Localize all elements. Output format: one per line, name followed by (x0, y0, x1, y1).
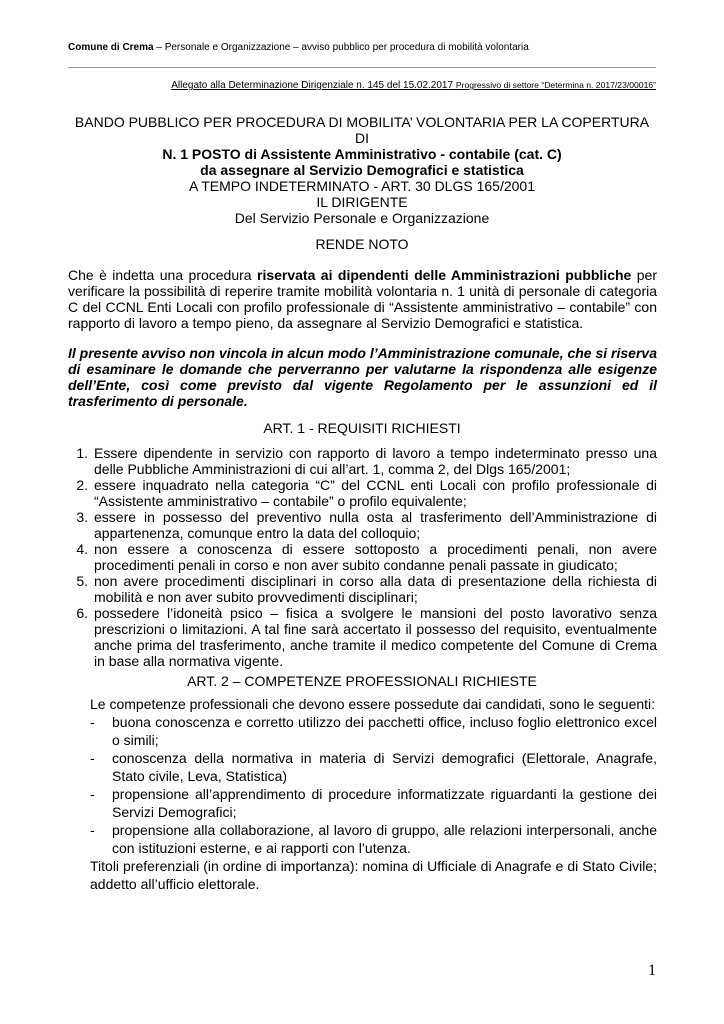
list-item (68, 541, 657, 573)
item-number: 6. (76, 605, 88, 621)
rende-noto: RENDE NOTO (315, 236, 409, 252)
list-item (90, 785, 657, 821)
titoli-preferenziali: Titoli preferenziali (in ordine di importanza): nomina di Ufficiale di Anagrafe e di Stato Civile; addetto all’ufficio elettorale. (90, 858, 657, 892)
page-number: 1 (648, 962, 656, 979)
running-header (68, 42, 529, 53)
title-line-3: da assegnare al Servizio Demografici e statistica (200, 162, 524, 178)
header-divider (68, 67, 656, 68)
list-dash: - (90, 714, 95, 730)
list-item (68, 477, 657, 509)
title-line-4: A TEMPO INDETERMINATO - ART. 30 DLGS 165/2001 (189, 178, 535, 194)
list-item (90, 821, 657, 857)
intro-paragraph (68, 267, 657, 331)
intro-text-start: Che è indetta una procedura (68, 267, 257, 283)
item-text: buona conoscenza e corretto utilizzo dei pacchetti office, incluso foglio elettronico excel o simili; (112, 714, 657, 748)
list-item (68, 605, 657, 669)
item-number: 1. (76, 445, 88, 461)
item-text: non avere procedimenti disciplinari in corso alla data di presentazione della richiesta di mobilità e non aver subito provvedimenti disciplinari; (94, 573, 657, 605)
art1-heading: ART. 1 - REQUISITI RICHIESTI (263, 420, 461, 436)
list-item (68, 573, 657, 605)
list-dash: - (90, 786, 95, 802)
dirigente-title: IL DIRIGENTE (316, 194, 408, 210)
competences-intro: Le competenze professionali che devono essere possedute dai candidati, sono le seguenti: (90, 696, 656, 712)
allegato-progressivo: Progressivo di settore “Determina n. 2017/23/00016” (455, 80, 656, 90)
list-item (90, 713, 657, 749)
competences-list (90, 713, 657, 857)
requirements-list (68, 445, 657, 669)
item-text: essere inquadrato nella categoria “C” del CCNL enti Locali con profilo professionale di “Assistente amministrativo – contabile” o profilo equivalente; (94, 477, 657, 509)
list-item (90, 749, 657, 785)
item-number: 2. (76, 477, 88, 493)
title-line-2: N. 1 POSTO di Assistente Amministrativo - contabile (cat. C) (162, 146, 562, 162)
list-dash: - (90, 822, 95, 838)
intro-text-bold: riservata ai dipendenti delle Amministrazioni pubbliche (257, 267, 632, 283)
item-number: 4. (76, 541, 88, 557)
item-number: 3. (76, 509, 88, 525)
list-item (68, 445, 657, 477)
header-rest: – Personale e Organizzazione – avviso pubblico per procedura di mobilità volontaria (153, 42, 529, 53)
allegato-reference (68, 80, 656, 91)
notice-paragraph: Il presente avviso non vincola in alcun modo l’Amministrazione comunale, che si riserva di esaminare le domande che perverranno per valutarne la rispondenza alle esigenze dell’Ente, così come previsto dal vigente Regolamento per le assunzioni ed il trasferimento di personale. (68, 345, 657, 409)
item-number: 5. (76, 573, 88, 589)
title-line-1: BANDO PUBBLICO PER PROCEDURA DI MOBILITA’ VOLONTARIA PER LA COPERTURA DI (74, 114, 650, 146)
item-text: conoscenza della normativa in materia di Servizi demografici (Elettorale, Anagrafe, Stato civile, Leva, Statistica) (112, 750, 657, 784)
item-text: possedere l’idoneità psico – fisica a svolgere le mansioni del posto lavorativo senza prescrizioni o limitazioni. A tal fine sarà accertato il possesso del requisito, eventualmente anche prima del trasferimento, anche tramite il medico competente del Comune di Crema in base alla normativa vigente. (94, 605, 657, 669)
item-text: non essere a conoscenza di essere sottoposto a procedimenti penali, non avere procedimenti penali in corso e non aver subito condanne penali passate in giudicato; (94, 541, 657, 573)
item-text: propensione alla collaborazione, al lavoro di gruppo, alle relazioni interpersonali, anche con istituzioni esterne, e ai rapporti con l’utenza. (112, 822, 657, 856)
item-text: Essere dipendente in servizio con rapporto di lavoro a tempo indeterminato presso una delle Pubbliche Amministrazioni di cui all’art. 1, comma 2, del Dlgs 165/2001; (94, 445, 657, 477)
list-dash: - (90, 750, 95, 766)
header-org: Comune di Crema (68, 42, 154, 53)
art2-heading: ART. 2 – COMPETENZE PROFESSIONALI RICHIESTE (187, 673, 537, 689)
item-text: essere in possesso del preventivo nulla osta al trasferimento dell’Amministrazione di appartenenza, comunque entro la data del colloquio; (94, 509, 657, 541)
item-text: propensione all’apprendimento di procedure informatizzate riguardanti la gestione dei Servizi Demografici; (112, 786, 657, 820)
document-title (68, 114, 656, 194)
allegato-main: Allegato alla Determinazione Dirigenziale n. 145 del 15.02.2017 (171, 80, 456, 91)
list-item (68, 509, 657, 541)
dirigente-block (68, 194, 656, 226)
intro-text-end: per verificare la possibilità di reperire tramite mobilità volontaria n. 1 unità di personale di categoria C del CCNL Enti Locali con profilo professionale di “Assistente amministrativo – contabile” con rapporto di lavoro a tempo pieno, da assegnare al Servizio Demografici e statistica. (68, 267, 657, 331)
dirigente-service: Del Servizio Personale e Organizzazione (234, 210, 490, 226)
